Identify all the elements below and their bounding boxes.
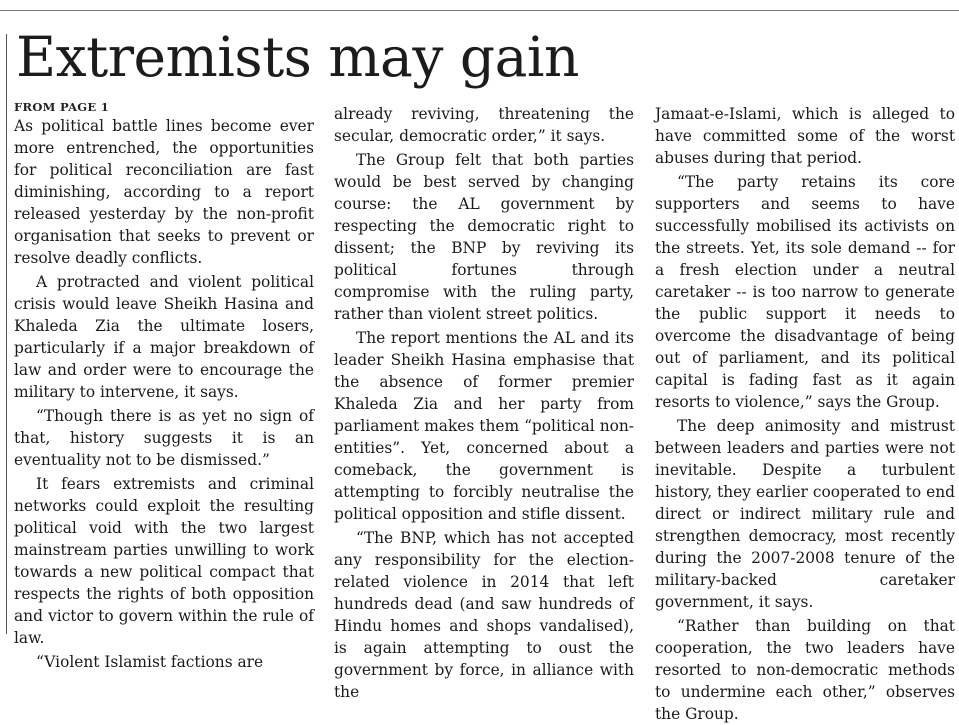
column-2 [334,103,634,703]
paragraph: already reviving, threatening the secular, democratic order,” it says. [334,105,634,145]
paragraph: “Rather than building on that cooperation, the two leaders have resorted to non-democratic methods to undermine each other,” observes the Group. [655,617,955,723]
paragraph: “The BNP, which has not accepted any responsibility for the election-related violence in 2014 that left hundreds dead (and saw hundreds of Hindu homes and shops vandalised), is again attempting to oust the government by force, in alliance with the [334,529,634,701]
headline: Extremists may gain [16,25,579,89]
jump-line: FROM PAGE 1 [14,100,110,114]
left-rule [6,34,7,634]
paragraph: The report mentions the AL and its leader Sheikh Hasina emphasise that the absence of former premier Khaleda Zia and her party from parliament makes them “political non-entities”. Yet, concerned about a comeback, the government is attempting to forcibly neutralise the political opposition and stifle dissent. [334,329,634,523]
paragraph: As political battle lines become ever more entrenched, the opportunities for political reconciliation are fast diminishing, according to a report released yesterday by the non-profit organisation that seeks to prevent or resolve deadly conflicts. [14,117,314,267]
column-1 [14,100,314,673]
paragraph: “Though there is as yet no sign of that, history suggests it is an eventuality not to be dismissed.” [14,407,314,469]
paragraph: Jamaat-e-Islami, which is alleged to have committed some of the worst abuses during that period. [655,105,955,167]
paragraph: It fears extremists and criminal networks could exploit the resulting political void with the two largest mainstream parties unwilling to work towards a new political compact that respects the rights of both opposition and victor to govern within the rule of law. [14,475,314,647]
paragraph: The Group felt that both parties would be best served by changing course: the AL government by respecting the democratic right to dissent; the BNP by reviving its political fortunes through compromise with the ruling party, rather than violent street politics. [334,151,634,323]
column-3 [655,103,955,725]
paragraph: The deep animosity and mistrust between leaders and parties were not inevitable. Despite a turbulent history, they earlier cooperated to end direct or indirect military rule and strengthen democracy, most recently during the 2007-2008 tenure of the military-backed caretaker government, it says. [655,417,955,611]
top-rule [0,10,959,11]
paragraph: A protracted and violent political crisis would leave Sheikh Hasina and Khaleda Zia the ultimate losers, particularly if a major breakdown of law and order were to encourage the military to intervene, it says. [14,273,314,401]
paragraph: “The party retains its core supporters and seems to have successfully mobilised its activists on the streets. Yet, its sole demand -- for a fresh election under a neutral caretaker -- is too narrow to generate the public support it needs to overcome the disadvantage of being out of parliament, and its political capital is fading fast as it again resorts to violence,” says the Group. [655,173,955,411]
paragraph: “Violent Islamist factions are [36,653,264,671]
